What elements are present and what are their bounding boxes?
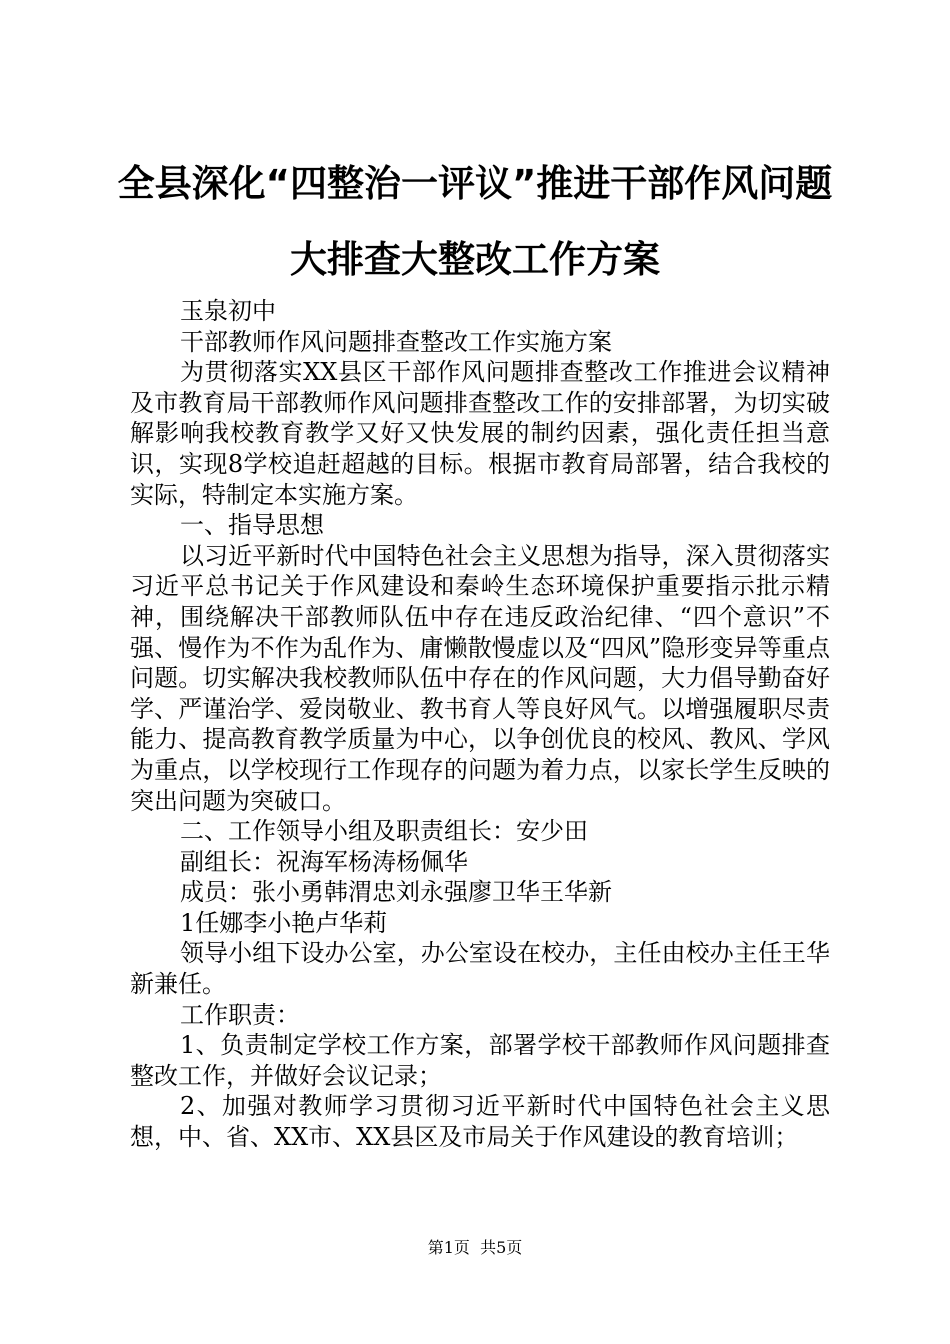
duties-heading: 工作职责： (180, 1000, 300, 1029)
section-heading-leadership-group: 二、工作领导小组及职责组长：安少田 (180, 817, 588, 846)
office-paragraph: 领导小组下设办公室，办公室设在校办，主任由校办主任王华新兼任。 (130, 939, 830, 999)
section-heading-guiding-thought: 一、指导思想 (180, 511, 324, 540)
school-name: 玉泉初中 (180, 297, 276, 325)
document-title-line-2: 大排查大整改工作方案 (290, 238, 660, 281)
group-members: 成员：张小勇韩渭忠刘永强廖卫华王华新 (180, 878, 612, 907)
group-members-continued: 1任娜李小艳卢华莉 (180, 908, 388, 937)
duty-item-1: 1、负责制定学校工作方案，部署学校干部教师作风问题排查整改工作，并做好会议记录； (130, 1031, 830, 1090)
guiding-thought-paragraph: 以习近平新时代中国特色社会主义思想为指导，深入贯彻落实习近平总书记关于作风建设和秦岭生态环境保护重要指示批示精神，围绕解决干部教师队伍中存在违反政治纪律、“四个意识”不强、慢作为不作为乱作为、庸懒散慢虚以及“四风”隐形变异等重点问题。切实解决我校教师队伍中存在的作风问题，大力倡导勤奋好学、严谨治学、爱岗敬业、教书育人等良好风气。以增强履职尽责能力、提高教育教学质量为中心，以争创优良的校风、教风、学风为重点，以学校现行工作现存的问题为着力点，以家长学生反映的突出问题为突破口。 (130, 541, 830, 815)
duty-item-2: 2、加强对教师学习贯彻习近平新时代中国特色社会主义思想，中、省、XX市、XX县区及市局关于作风建设的教育培训； (130, 1092, 830, 1152)
plan-subtitle: 干部教师作风问题排查整改工作实施方案 (180, 327, 612, 356)
page-number-footer: 第1页 共5页 (427, 1238, 523, 1257)
intro-paragraph: 为贯彻落实XX县区干部作风问题排查整改工作推进会议精神及市教育局干部教师作风问题排查整改工作的安排部署，为切实破解影响我校教育教学又好又快发展的制约因素，强化责任担当意识，实现8学校追赶超越的目标。根据市教育局部署，结合我校的实际，特制定本实施方案。 (130, 358, 830, 509)
deputy-leaders: 副组长：祝海军杨涛杨佩华 (180, 847, 468, 876)
document-body (130, 296, 830, 1153)
document-title-line-1: 全县深化“四整治一评议”推进干部作风问题 (117, 162, 833, 205)
